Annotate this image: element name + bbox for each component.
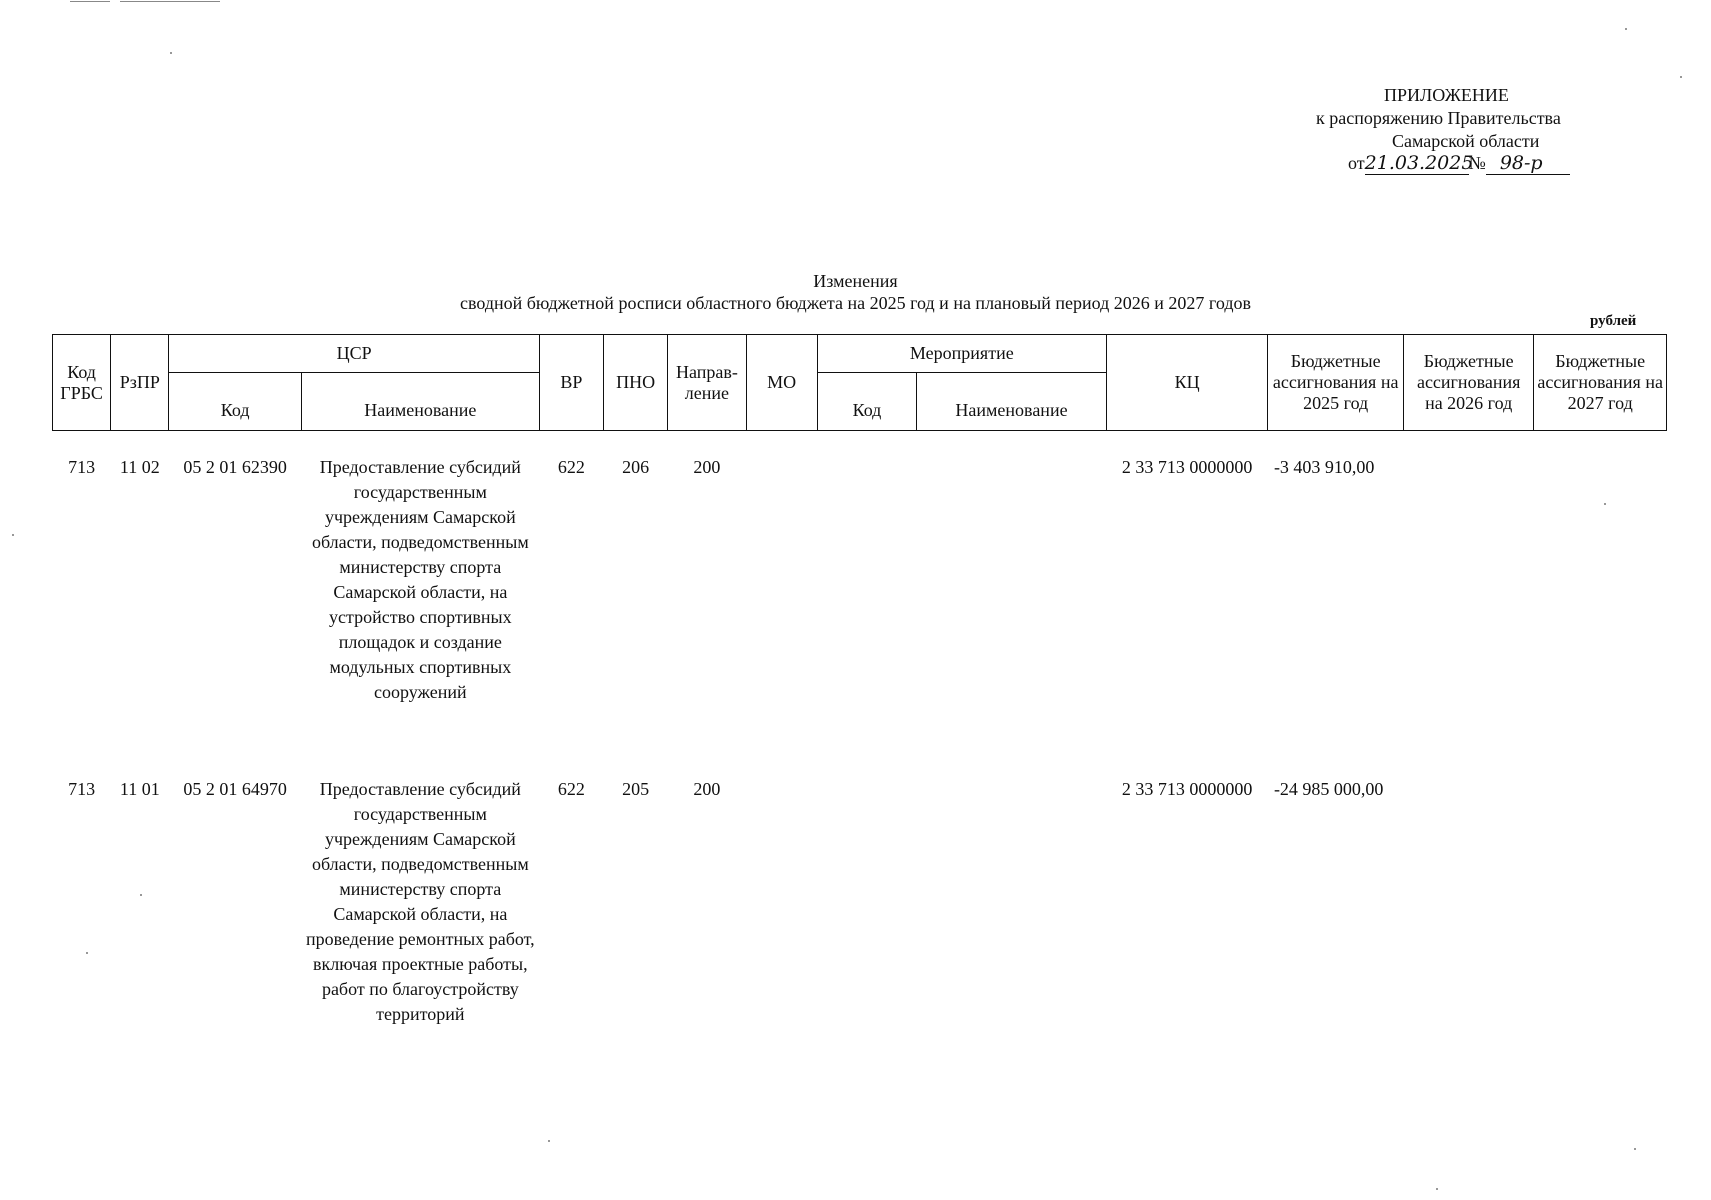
header-csr: ЦСР (169, 335, 539, 373)
cell-csr-name: Предоставление субсидий государственным учреждениям Самарской области, подведомственным министерству спорта Самарской области, на проведение ремонтных работ, включая проектные работы, работ по благоустройству территорий (305, 778, 535, 1024)
speck (1625, 28, 1627, 30)
cell-mo (746, 777, 817, 1027)
header-kc: КЦ (1106, 335, 1268, 431)
cell-pno: 206 (622, 457, 650, 477)
appendix-line3: Самарской области (1392, 131, 1540, 151)
document-title (0, 270, 1711, 314)
cell-rzpr: 11 02 (119, 457, 160, 477)
speck (12, 534, 14, 536)
cell-kod-grbs: 713 (68, 778, 96, 799)
speck (1604, 503, 1606, 505)
cell-pno: 205 (622, 778, 650, 799)
scan-edge-mark (70, 1, 110, 2)
header-budget-2027: Бюджетные ассигнования на 2027 год (1534, 335, 1667, 431)
speck (548, 1140, 550, 1142)
header-budget-2025: Бюджетные ассигнования на 2025 год (1268, 335, 1404, 431)
cell-direction: 200 (693, 457, 721, 477)
units-label: рублей (1590, 313, 1637, 329)
cell-rzpr: 11 01 (119, 778, 160, 799)
title-line2: сводной бюджетной росписи областного бюджета на 2025 год и на плановый период 2026 и 2027 годов (460, 293, 1251, 313)
appendix-title: ПРИЛОЖЕНИЕ (1384, 85, 1509, 105)
cell-event-name (917, 777, 1107, 1027)
cell-csr-kod: 05 2 01 64970 (183, 778, 287, 799)
table-row (53, 431, 1667, 777)
cell-kc: 2 33 713 0000000 (1121, 778, 1253, 799)
speck (170, 52, 172, 54)
title-line1: Изменения (813, 271, 898, 291)
header-direction: Направ-ление (668, 335, 746, 431)
header-mo: МО (746, 335, 817, 431)
scan-edge-mark (120, 1, 220, 2)
speck (86, 952, 88, 954)
header-pno: ПНО (604, 335, 668, 431)
header-event-kod: Код (817, 373, 916, 431)
from-label: от (1348, 153, 1365, 173)
cell-event-name (917, 431, 1107, 777)
handwritten-number: 98-р (1486, 152, 1570, 175)
appendix-date-number-line (1348, 152, 1570, 175)
speck (140, 894, 142, 896)
cell-kc: 2 33 713 0000000 (1121, 457, 1253, 477)
cell-budget-2025: -24 985 000,00 (1273, 778, 1384, 799)
cell-budget-2026 (1403, 777, 1533, 1027)
header-csr-kod: Код (169, 373, 301, 431)
cell-mo (746, 431, 817, 777)
header-event-name: Наименование (917, 373, 1107, 431)
speck (1634, 1148, 1636, 1150)
speck (1680, 76, 1682, 78)
cell-budget-2027 (1534, 777, 1667, 1027)
header-rzpr: РзПР (111, 335, 169, 431)
cell-kod-grbs: 713 (68, 457, 96, 477)
header-kod-grbs: Код ГРБС (53, 335, 111, 431)
cell-vr: 622 (557, 457, 585, 477)
cell-event-kod (817, 777, 916, 1027)
header-vr: ВР (539, 335, 603, 431)
number-label: № (1468, 153, 1486, 173)
cell-csr-kod: 05 2 01 62390 (183, 457, 287, 477)
table-row (53, 777, 1667, 1027)
budget-table (52, 334, 1667, 1027)
cell-budget-2026 (1403, 431, 1533, 777)
handwritten-date: 21.03.2025 (1364, 152, 1474, 174)
header-csr-name: Наименование (301, 373, 539, 431)
speck (1436, 1188, 1438, 1190)
cell-event-kod (817, 431, 916, 777)
header-event: Мероприятие (817, 335, 1106, 373)
table-header (53, 335, 1667, 431)
cell-budget-2025: -3 403 910,00 (1273, 457, 1375, 477)
appendix-line2: к распоряжению Правительства (1316, 108, 1561, 128)
cell-direction: 200 (693, 778, 721, 799)
header-budget-2026: Бюджетные ассигнования на 2026 год (1403, 335, 1533, 431)
cell-vr: 622 (557, 778, 585, 799)
cell-budget-2027 (1534, 431, 1667, 777)
cell-csr-name: Предоставление субсидий государственным учреждениям Самарской области, подведомственным министерству спорта Самарской области, на устройство спортивных площадок и создание модульных спортивных сооружений (311, 457, 529, 702)
